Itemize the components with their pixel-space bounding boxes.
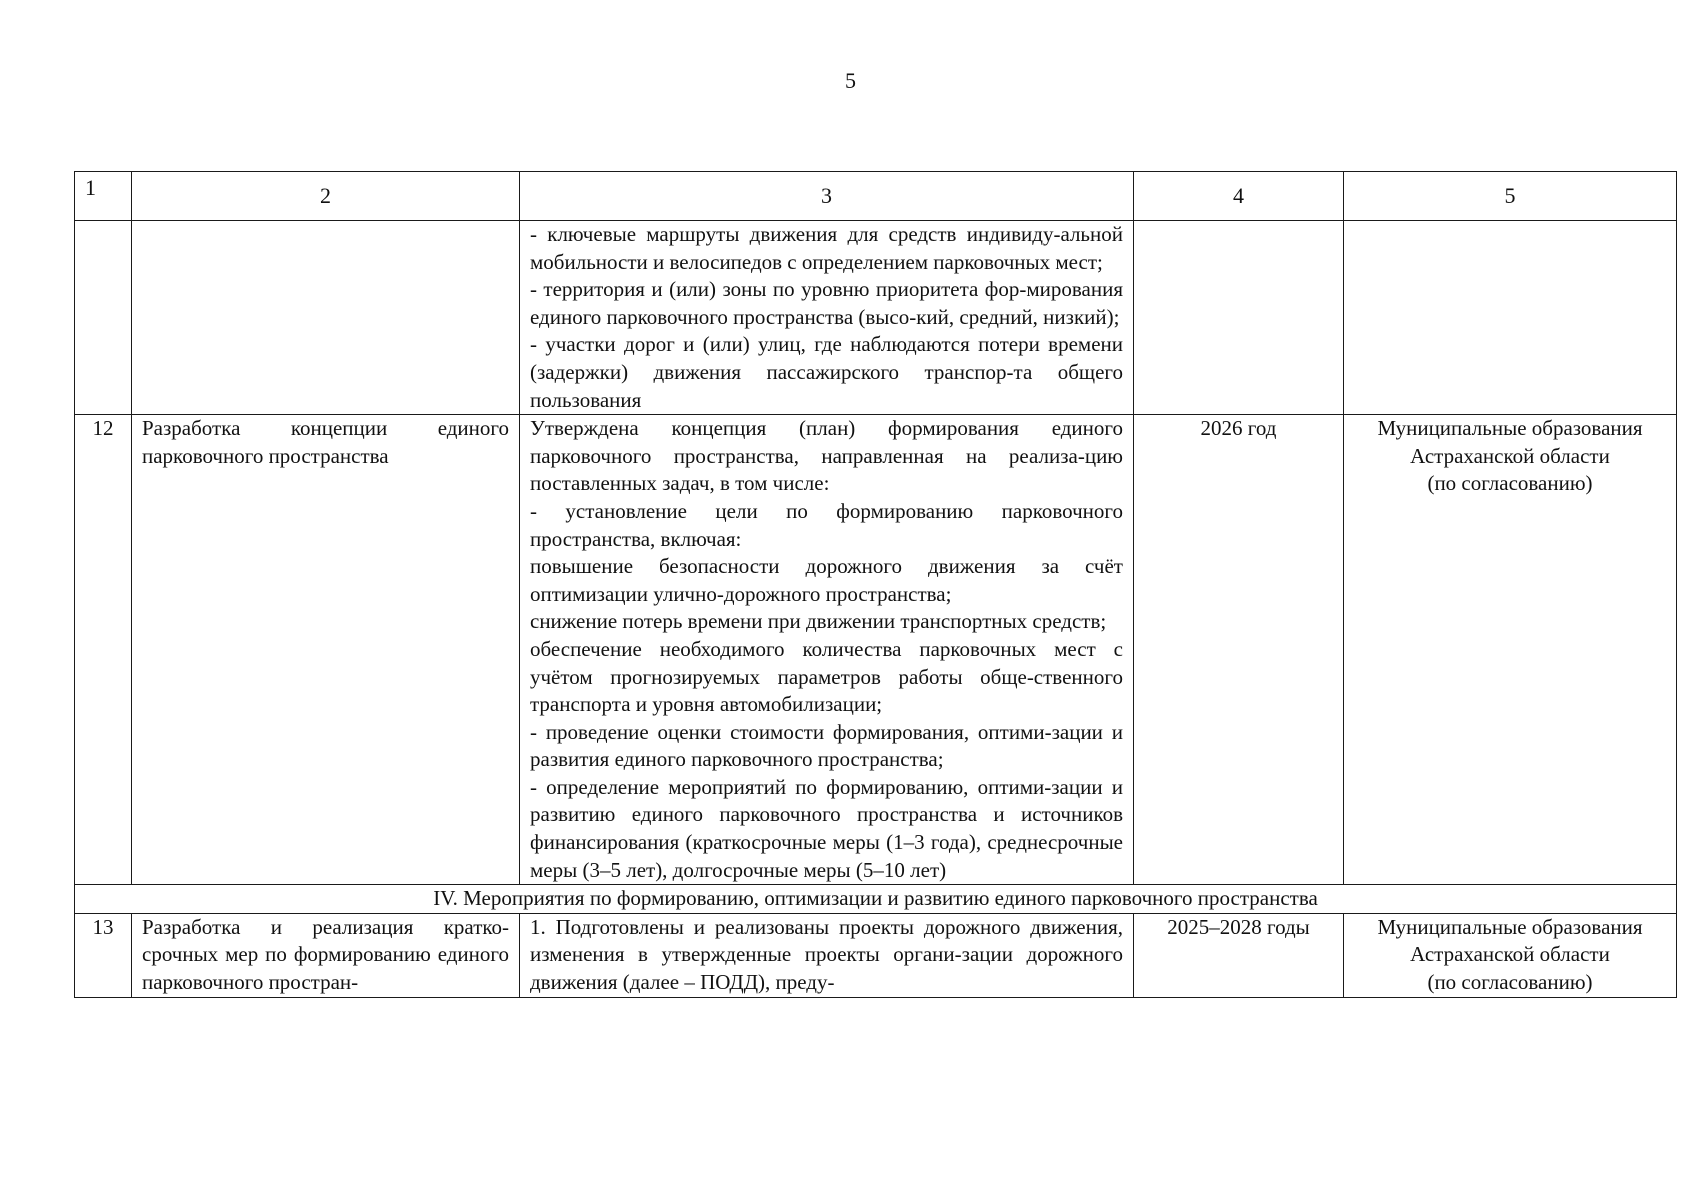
table-row-continuation — [75, 221, 1677, 415]
row-number — [75, 221, 132, 415]
responsible-line: Муниципальные образования — [1377, 416, 1643, 441]
result-cell — [520, 221, 1134, 415]
column-header-2: 2 — [132, 172, 520, 221]
responsible-cell — [1344, 221, 1677, 415]
result-paragraph: - установление цели по формированию парковочного пространства, включая: — [530, 498, 1123, 551]
row-number: 13 — [75, 913, 132, 997]
term-cell: 2025–2028 годы — [1134, 913, 1344, 997]
section-heading-row — [75, 885, 1677, 914]
result-paragraph: - определение мероприятий по формированию, оптими-зации и развитию единого парковочного пространства и источников финансирования (краткосрочные меры (1–3 года), среднесрочные меры (3–5 лет), долгосрочные меры (5–10 лет) — [530, 774, 1123, 882]
responsible-line: (по согласованию) — [1427, 970, 1593, 995]
table-row-12 — [75, 415, 1677, 885]
table-header-row — [75, 172, 1677, 221]
responsible-line: Муниципальные образования — [1377, 914, 1643, 939]
result-text: 1. Подготовлены и реализованы проекты дорожного движения, изменения в утвержденные проекты органи-зации дорожного движения (далее – ПОДД), преду- — [530, 914, 1123, 995]
column-header-4: 4 — [1134, 172, 1344, 221]
result-paragraph: Утверждена концепция (план) формирования единого парковочного пространства, направленная на реализа-цию поставленных задач, в том числе: — [530, 416, 1123, 496]
event-cell — [132, 913, 520, 997]
term-cell — [1134, 221, 1344, 415]
column-header-5: 5 — [1344, 172, 1677, 221]
term-cell: 2026 год — [1134, 415, 1344, 885]
responsible-cell — [1344, 415, 1677, 885]
result-paragraph: - ключевые маршруты движения для средств индивиду-альной мобильности и велосипедов с определением парковочных мест; — [530, 222, 1123, 274]
event-cell: Разработка концепции единого парковочного пространства — [132, 415, 520, 885]
responsible-line: Астраханской области — [1410, 443, 1610, 468]
result-cell — [520, 913, 1134, 997]
column-header-1: 1 — [75, 172, 132, 221]
result-cell — [520, 415, 1134, 885]
result-paragraph: - проведение оценки стоимости формирования, оптими-зации и развития единого парковочного пространства; — [530, 719, 1123, 772]
responsible-cell — [1344, 913, 1677, 997]
section-title: IV. Мероприятия по формированию, оптимизации и развитию единого парковочного пространства — [75, 885, 1677, 914]
column-header-3: 3 — [520, 172, 1134, 221]
responsible-line: Астраханской области — [1410, 942, 1610, 967]
plan-table — [74, 171, 1677, 998]
row-number: 12 — [75, 415, 132, 885]
result-paragraph: - участки дорог и (или) улиц, где наблюдаются потери времени (задержки) движения пассажирского транспор-та общего пользования — [530, 332, 1123, 412]
result-paragraph: снижение потерь времени при движении транспортных средств; — [530, 609, 1107, 634]
event-cell — [132, 221, 520, 415]
page-number: 5 — [845, 68, 856, 93]
result-paragraph: повышение безопасности дорожного движения за счёт оптимизации улично-дорожного пространства; — [530, 554, 1123, 606]
result-paragraph: обеспечение необходимого количества парковочных мест с учётом прогнозируемых параметров работы обще-ственного транспорта и уровня автомобилизации; — [530, 636, 1123, 717]
result-paragraph: - территория и (или) зоны по уровню приоритета фор-мирования единого парковочного пространства (высо-кий, средний, низкий); — [530, 277, 1123, 329]
responsible-line: (по согласованию) — [1427, 471, 1593, 496]
event-text: Разработка и реализация кратко-срочных мер по формированию единого парковочного простран- — [142, 914, 509, 995]
table-row-13 — [75, 913, 1677, 997]
